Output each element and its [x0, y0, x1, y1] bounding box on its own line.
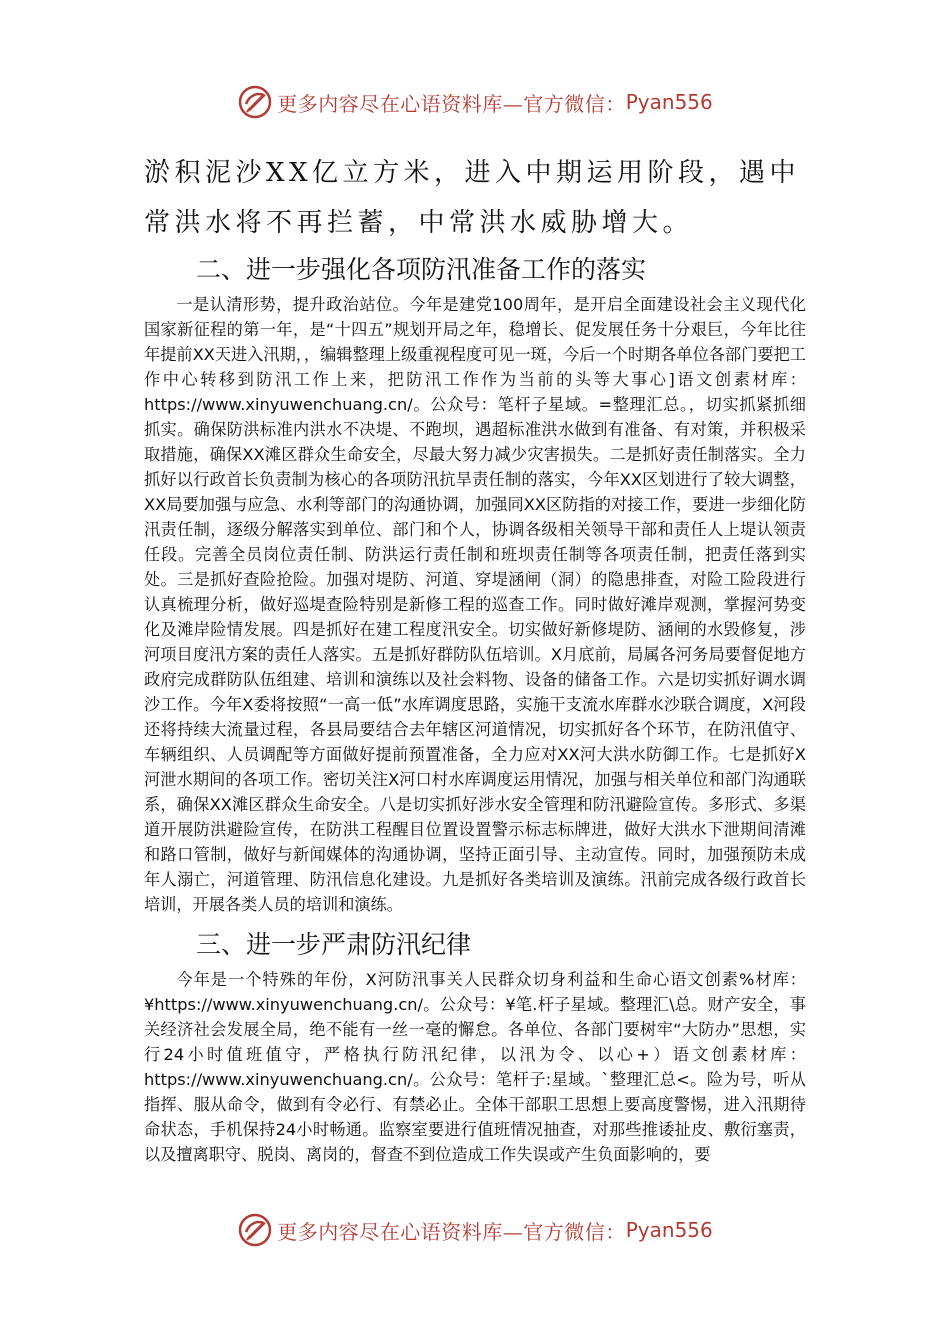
- banner-wechat-id: Pyan556: [625, 1218, 713, 1242]
- banner-text: 更多内容尽在心语资料库—官方微信：: [277, 1219, 626, 1244]
- section-heading-3: 三、进一步严肃防汛纪律: [196, 930, 472, 959]
- footer-banner: [0, 1208, 950, 1252]
- document-body: [144, 148, 806, 1167]
- header-banner: [0, 80, 950, 124]
- banner-wechat-id: Pyan556: [625, 90, 713, 114]
- section-paragraph-3: 今年是一个特殊的年份，X河防汛事关人民群众切身利益和生命心语文创素%材库：¥https://www.xinyuwenchuang.cn/。公众号：¥笔.杆子星域。整理汇\总。财产安全，事关经济社会发展全局，绝不能有一丝一毫的懈怠。各单位、各部门要树牢“大防办”思想，实行24小时值班值守，严格执行防汛纪律，以汛为令、以心+）语文创素材库：https://www.xinyuwenchuang.cn/。公众号：笔杆子:星域。`整理汇总<。险为号，听从指挥、服从命令，做到有令必行、有禁必止。全体干部职工思想上要高度警惕，进入汛期待命状态，手机保持24小时畅通。监察室要进行值班情况抽查，对那些推诿扯皮、敷衍塞责，以及擅离职守、脱岗、离岗的，督查不到位造成工作失误或产生负面影响的，要: [144, 970, 806, 1164]
- section-paragraph-2: 一是认清形势，提升政治站位。今年是建党100周年，是开启全面建设社会主义现代化国家新征程的第一年，是“十四五”规划开局之年，稳增长、促发展任务十分艰巨，今年比往年提前XX天进入汛期，，编辑整理上级重视程度可见一斑，今后一个时期各单位各部门要把工作中心转移到防汛工作上来，把防汛工作作为当前的头等大事心]语文创素材库：https://www.xinyuwenchuang.cn/。公众号：笔杆子星域。=整理汇总。，切实抓紧抓细抓实。确保防洪标准内洪水不决堤、不跑坝，遇超标准洪水做到有准备、有对策，并积极采取措施，确保XX滩区群众生命安全，尽最大努力减少灾害损失。二是抓好责任制落实。全力抓好以行政首长负责制为核心的各项防汛抗旱责任制的落实，今年XX区划进行了较大调整，XX局要加强与应急、水利等部门的沟通协调，加强同XX区防指的对接工作，要进一步细化防汛责任制，逐级分解落实到单位、部门和个人，协调各级相关领导干部和责任人上堤认领责任段。完善全员岗位责任制、防洪运行责任制和班坝责任制等各项责任制，把责任落到实处。三是抓好查险抢险。加强对堤防、河道、穿堤涵闸（洞）的隐患排查，对险工险段进行认真梳理分析，做好巡堤查险特别是新修工程的巡查工作。同时做好滩岸观测，掌握河势变化及滩岸险情发展。四是抓好在建工程度汛安全。切实做好新修堤防、涵闸的水毁修复，涉河项目度汛方案的责任人落实。五是抓好群防队伍培训。X月底前，局属各河务局要督促地方政府完成群防队伍组建、培训和演练以及社会料物、设备的储备工作。六是切实抓好调水调沙工作。今年X委将按照“一高一低”水库调度思路，实施干支流水库群水沙联合调度，X河段还将持续大流量过程，各县局要结合去年辖区河道情况，切实抓好各个环节，在防汛值守、车辆组织、人员调配等方面做好提前预置准备，全力应对XX河大洪水防御工作。七是抓好X河泄水期间的各项工作。密切关注X河口村水库调度运用情况，加强与相关单位和部门沟通联系，确保XX滩区群众生命安全。八是切实抓好涉水安全管理和防汛避险宣传。多形式、多渠道开展防洪避险宣传，在防洪工程醒目位置设置警示标志标牌进，做好大洪水下泄期间清滩和路口管制，做好与新闻媒体的沟通协调，坚持正面引导、主动宣传。同时，加强预防未成年人溺亡，河道管理、防汛信息化建设。九是抓好各类培训及演练。汛前完成各级行政首长培训，开展各类人员的培训和演练。: [144, 295, 806, 914]
- lead-paragraph: 淤积泥沙XX亿立方米，进入中期运用阶段，遇中常洪水将不再拦蓄，中常洪水威胁增大。: [144, 158, 801, 238]
- section-heading-2: 二、进一步强化各项防汛准备工作的落实: [196, 255, 647, 284]
- pen-heart-logo-icon: [237, 84, 273, 120]
- pen-heart-logo-icon: [237, 1212, 273, 1248]
- banner-text: 更多内容尽在心语资料库—官方微信：: [277, 91, 626, 116]
